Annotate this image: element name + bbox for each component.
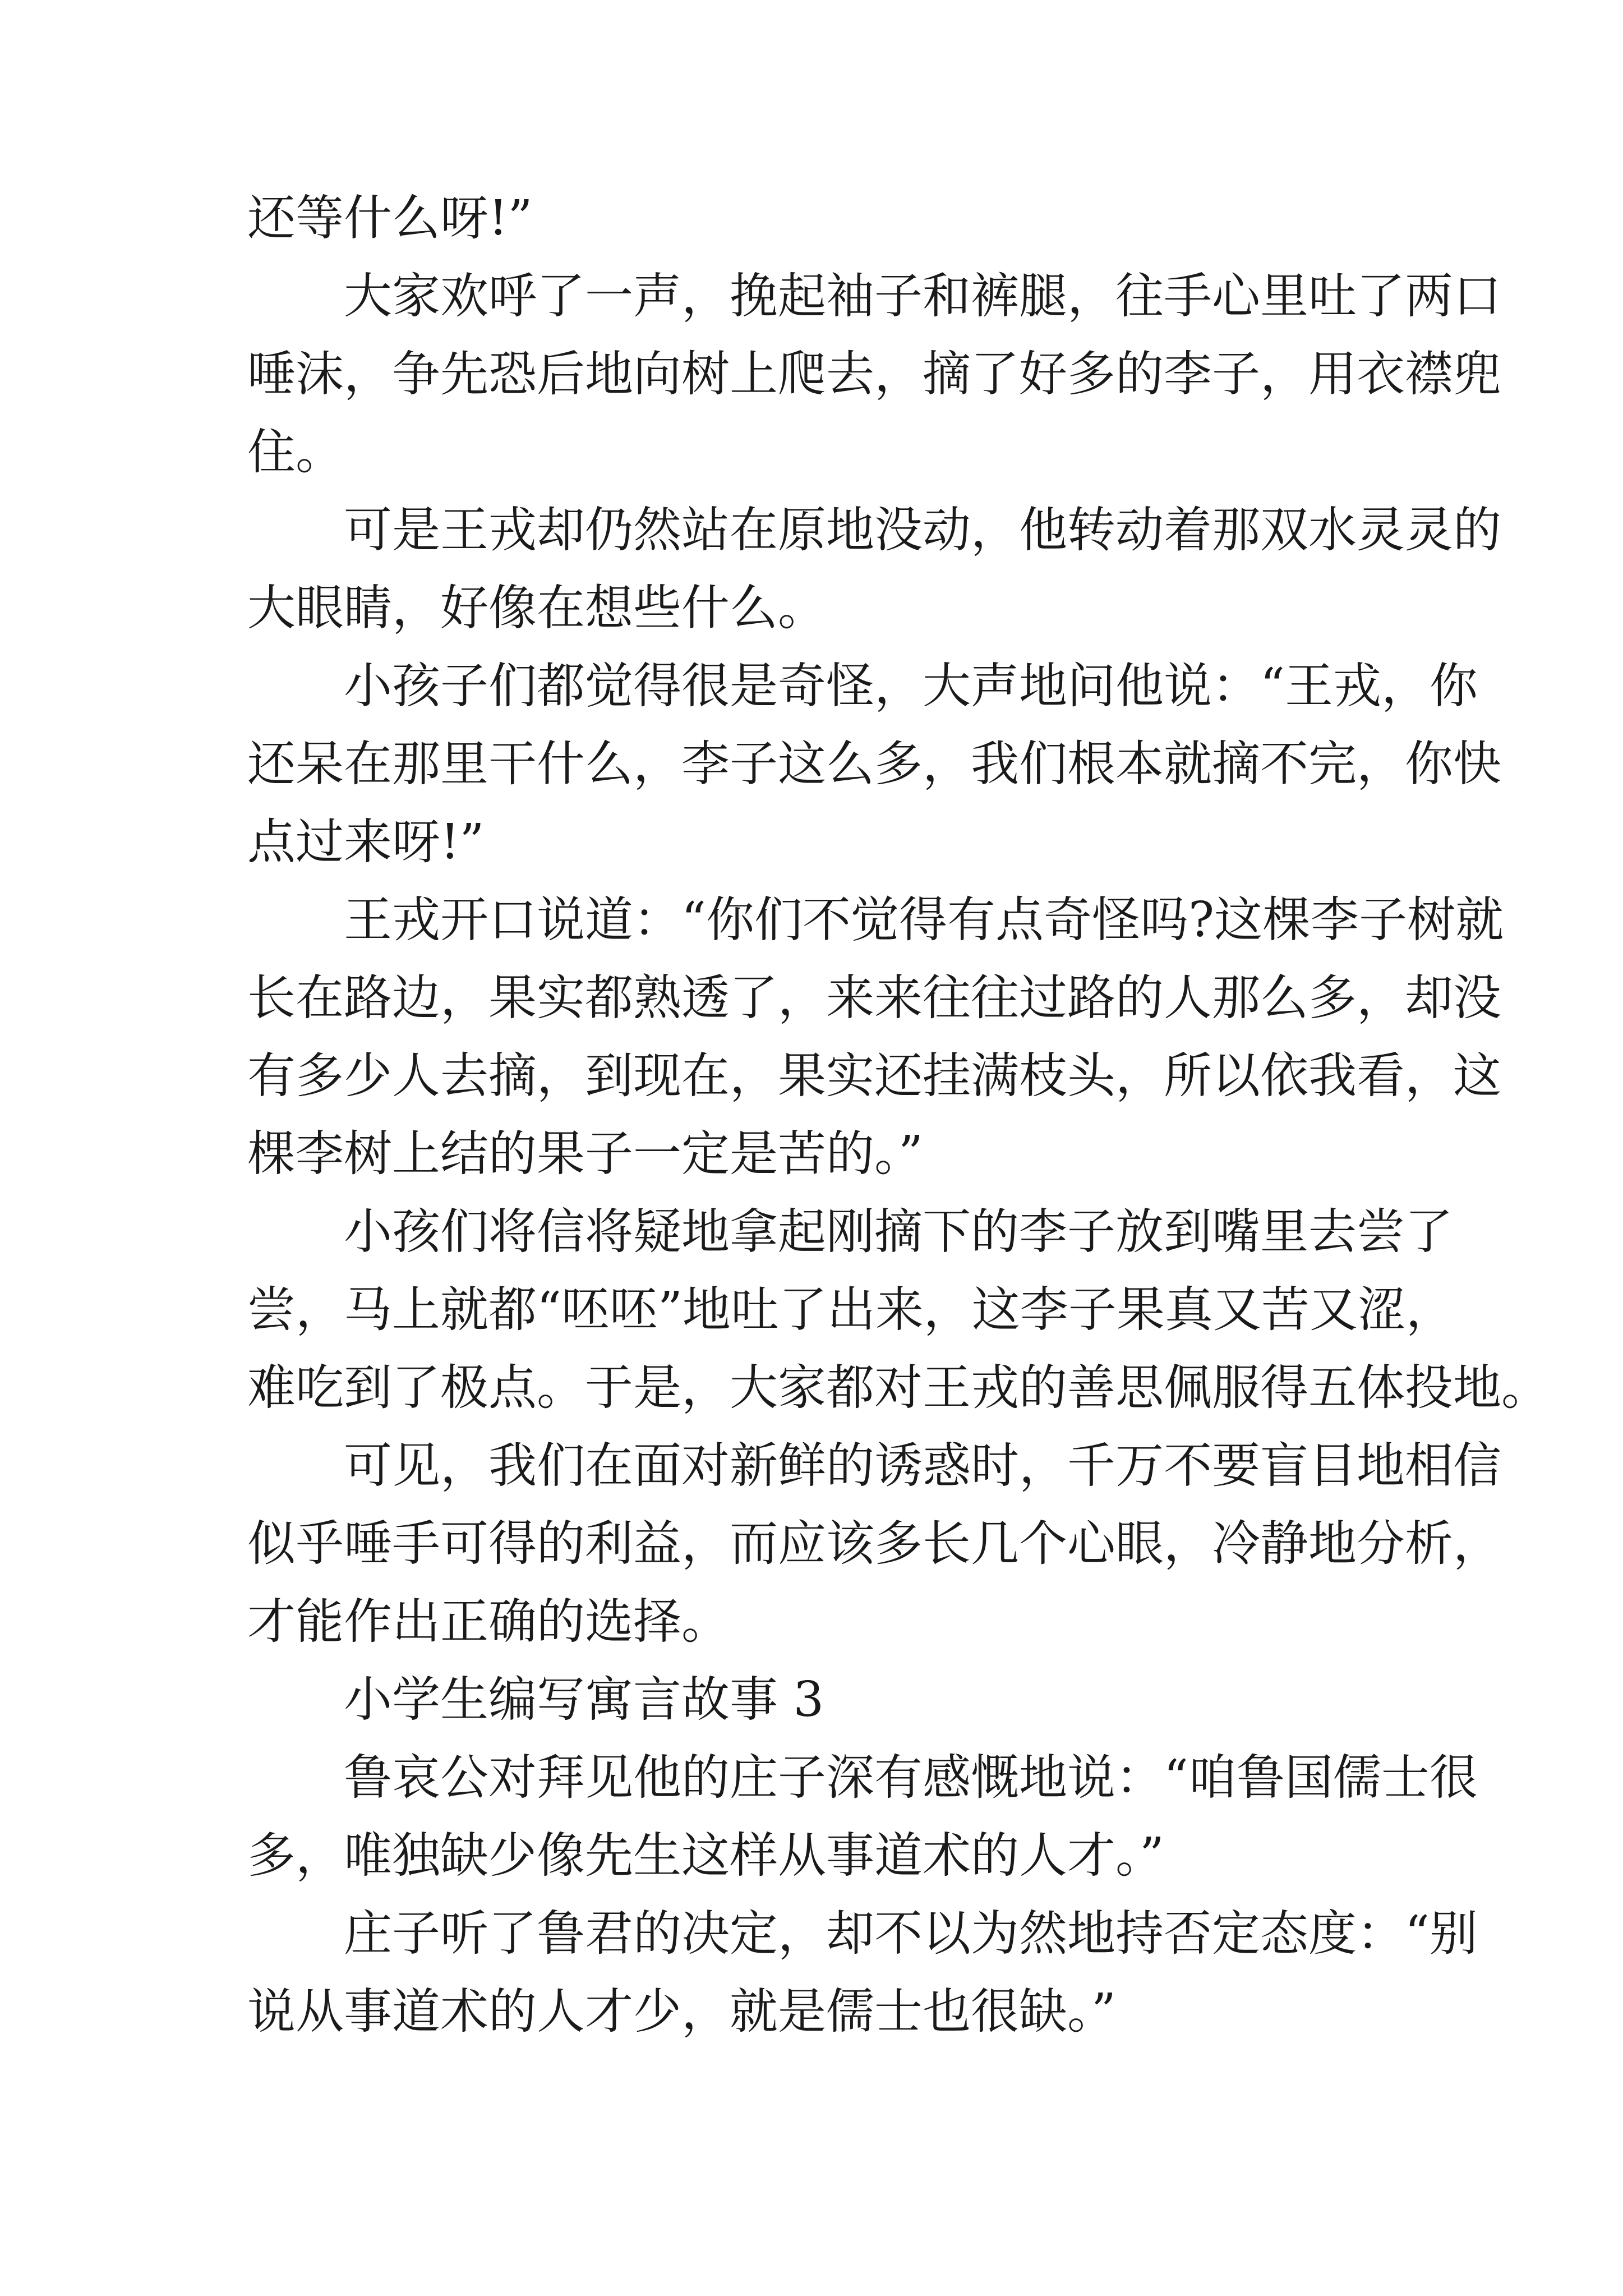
text-line: 庄子听了鲁君的决定，却不以为然地持否定态度：“别 <box>344 1906 1478 1962</box>
section-heading: 小学生编写寓言故事 3 <box>344 1672 824 1728</box>
text-line: 似乎唾手可得的利益，而应该多长几个心眼，冷静地分析， <box>247 1516 1501 1572</box>
text-line: 棵李树上结的果子一定是苦的。” <box>247 1126 923 1182</box>
text-line: 多，唯独缺少像先生这样从事道术的人才。” <box>247 1828 1164 1884</box>
body-text <box>247 180 1550 2051</box>
text-line: 难吃到了极点。于是，大家都对王戎的善思佩服得五体投地。 <box>247 1360 1550 1416</box>
text-line: 还等什么呀!” <box>247 190 533 246</box>
text-line: 还呆在那里干什么，李子这么多，我们根本就摘不完，你快 <box>247 736 1501 792</box>
text-line: 住。 <box>247 424 344 480</box>
text-line: 可见，我们在面对新鲜的诱惑时，千万不要盲目地相信 <box>344 1438 1501 1494</box>
text-line: 小孩们将信将疑地拿起刚摘下的李子放到嘴里去尝了 <box>344 1204 1453 1260</box>
text-line: 唾沫，争先恐后地向树上爬去，摘了好多的李子，用衣襟兜 <box>247 346 1501 402</box>
text-line: 有多少人去摘，到现在，果实还挂满枝头，所以依我看，这 <box>247 1048 1501 1104</box>
text-line: 大眼睛，好像在想些什么。 <box>247 580 826 636</box>
text-line: 鲁哀公对拜见他的庄子深有感慨地说：“咱鲁国儒士很 <box>344 1750 1478 1806</box>
text-line: 王戎开口说道：“你们不觉得有点奇怪吗?这棵李子树就 <box>344 892 1504 948</box>
text-line: 可是王戎却仍然站在原地没动，他转动着那双水灵灵的 <box>344 502 1501 558</box>
text-line: 说从事道术的人才少，就是儒士也很缺。” <box>247 1984 1116 2040</box>
text-line: 小孩子们都觉得很是奇怪，大声地问他说：“王戎，你 <box>344 658 1478 714</box>
text-line: 点过来呀!” <box>247 814 485 870</box>
text-line: 大家欢呼了一声，挽起袖子和裤腿，往手心里吐了两口 <box>344 268 1501 324</box>
text-line: 尝，马上就都“呸呸”地吐了出来，这李子果真又苦又涩， <box>247 1282 1454 1338</box>
text-line: 才能作出正确的选择。 <box>247 1594 730 1650</box>
text-line: 长在路边，果实都熟透了，来来往往过路的人那么多，却没 <box>247 970 1501 1026</box>
